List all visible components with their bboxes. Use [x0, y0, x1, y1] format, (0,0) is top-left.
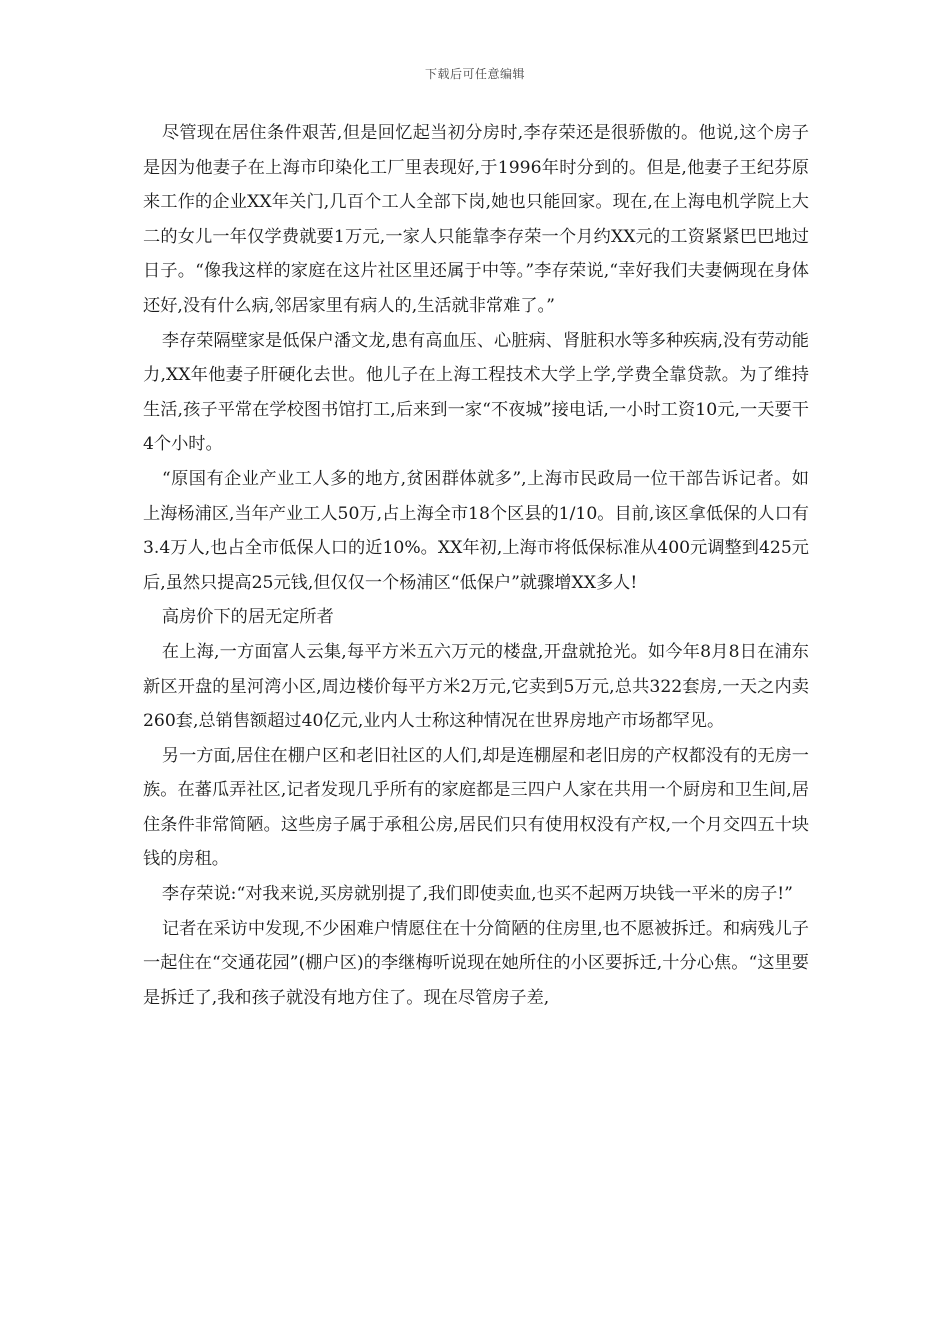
article-body	[143, 116, 809, 1015]
paragraph: 另一方面,居住在棚户区和老旧社区的人们,却是连棚屋和老旧房的产权都没有的无房一族。在蕃瓜弄社区,记者发现几乎所有的家庭都是三四户人家在共用一个厨房和卫生间,居住条件非常简陋。这些房子属于承租公房,居民们只有使用权没有产权,一个月交四五十块钱的房租。	[143, 745, 809, 870]
paragraph: 尽管现在居住条件艰苦,但是回忆起当初分房时,李存荣还是很骄傲的。他说,这个房子是因为他妻子在上海市印染化工厂里表现好,于1996年时分到的。但是,他妻子王纪芬原来工作的企业XX年关门,几百个工人全部下岗,她也只能回家。现在,在上海电机学院上大二的女儿一年仅学费就要1万元,一家人只能靠李存荣一个月约XX元的工资紧紧巴巴地过日子。“像我这样的家庭在这片社区里还属于中等。”李存荣说,“幸好我们夫妻俩现在身体还好,没有什么病,邻居家里有病人的,生活就非常难了。”	[143, 123, 809, 316]
paragraph: 记者在采访中发现,不少困难户情愿住在十分简陋的住房里,也不愿被拆迁。和病残儿子一起住在“交通花园”(棚户区)的李继梅听说现在她所住的小区要拆迁,十分心焦。“这里要是拆迁了,我和孩子就没有地方住了。现在尽管房子差,	[143, 918, 809, 1008]
section-heading: 高房价下的居无定所者	[161, 607, 334, 628]
paragraph: 李存荣隔壁家是低保户潘文龙,患有高血压、心脏病、肾脏积水等多种疾病,没有劳动能力,XX年他妻子肝硬化去世。他儿子在上海工程技术大学上学,学费全靠贷款。为了维持生活,孩子平常在学校图书馆打工,后来到一家“不夜城”接电话,一小时工资10元,一天要干4个小时。	[143, 330, 809, 455]
paragraph: 在上海,一方面富人云集,每平方米五六万元的楼盘,开盘就抢光。如今年8月8日在浦东新区开盘的星河湾小区,周边楼价每平方米2万元,它卖到5万元,总共322套房,一天之内卖260套,总销售额超过40亿元,业内人士称这种情况在世界房地产市场都罕见。	[143, 641, 809, 732]
page-header: 下载后可任意编辑	[424, 67, 525, 81]
paragraph: 李存荣说:“对我来说,买房就别提了,我们即使卖血,也买不起两万块钱一平米的房子!”	[161, 884, 793, 905]
paragraph: “原国有企业产业工人多的地方,贫困群体就多”,上海市民政局一位干部告诉记者。如上海杨浦区,当年产业工人50万,占上海全市18个区县的1/10。目前,该区拿低保的人口有3.4万人,也占全市低保人口的近10%。XX年初,上海市将低保标准从400元调整到425元后,虽然只提高25元钱,但仅仅一个杨浦区“低保户”就骤增XX多人!	[143, 468, 809, 593]
